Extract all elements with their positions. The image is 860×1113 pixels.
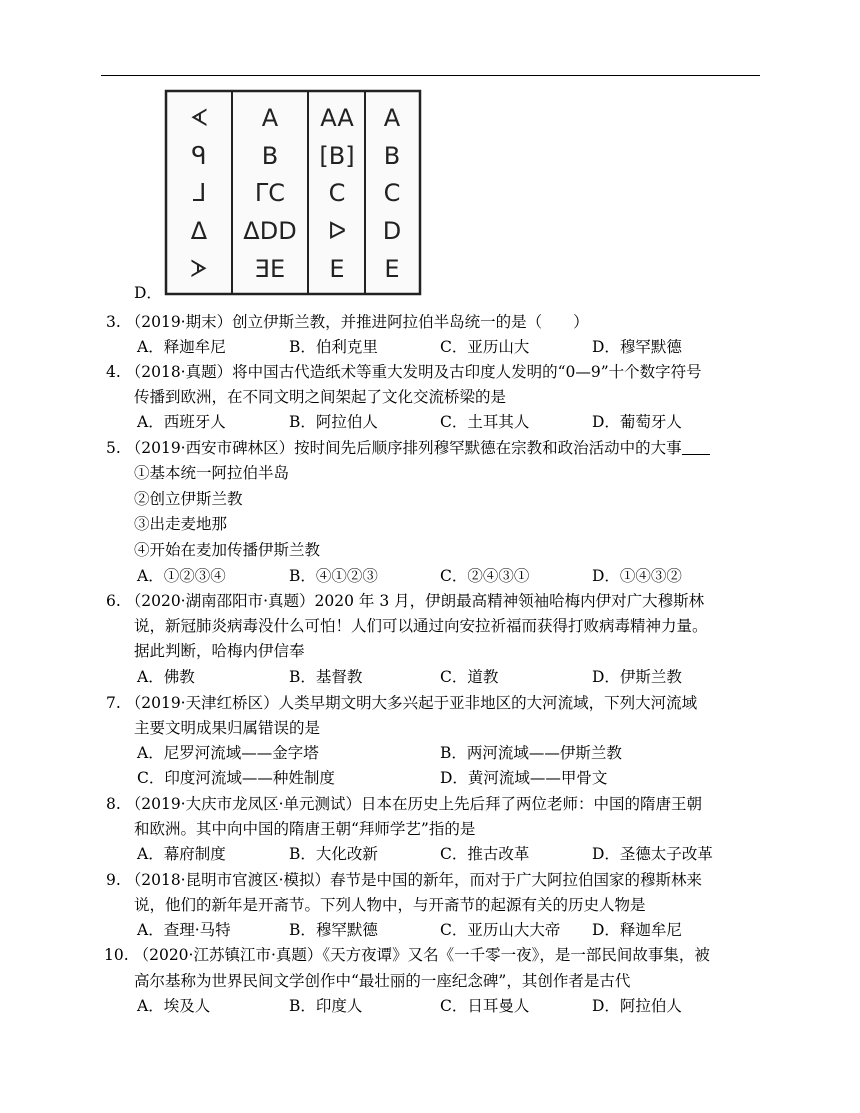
option-b: B．大化改新 (289, 845, 378, 863)
question-number: 7. (106, 694, 121, 712)
question-7 (106, 692, 697, 714)
option-b: B．印度人 (289, 997, 363, 1015)
option-a: A．西班牙人 (137, 413, 226, 431)
option-c: C．亚历山大 (440, 338, 530, 356)
question-number: 10. (104, 946, 129, 964)
option-a: A．尼罗河流域——金字塔 (137, 744, 319, 762)
option-d: D．黄河流域——甲骨文 (440, 769, 608, 787)
option-d: D．释迦牟尼 (592, 921, 682, 939)
question-number: 6. (106, 592, 121, 610)
option-a: A．佛教 (137, 668, 195, 686)
figure-glyph: C (383, 179, 401, 207)
question-number: 3. (106, 313, 121, 331)
option-a: A．查理·马特 (137, 921, 231, 939)
option-d: D．阿拉伯人 (592, 997, 682, 1015)
option-a: A．埃及人 (137, 997, 211, 1015)
answer-blank (682, 438, 710, 455)
question-text-continued: 高尔基称为世界民间文学创作中“最壮丽的一座纪念碑”，其创作者是古代 (134, 972, 631, 990)
figure-option-label: D． (134, 284, 162, 302)
figure-glyph: B (261, 142, 279, 170)
figure-glyph: A (383, 104, 401, 132)
option-d: D．圣德太子改革 (592, 845, 713, 863)
question-9 (106, 869, 702, 891)
option-c: C．②④③① (440, 567, 530, 585)
figure-glyph: ƎE (254, 255, 286, 283)
option-b: B．穆罕默德 (289, 921, 378, 939)
figure-glyph: ᗉ (190, 104, 208, 132)
event-item: ③出走麦地那 (134, 515, 228, 533)
option-c: C．土耳其人 (440, 413, 530, 431)
question-text: （2018·昆明市官渡区·模拟）春节是中国的新年，而对于广大阿拉伯国家的穆斯林来 (125, 871, 703, 889)
header-rule (101, 75, 760, 76)
option-d: D．葡萄牙人 (592, 413, 682, 431)
option-b: B．基督教 (289, 668, 363, 686)
option-b: B．④①②③ (289, 567, 378, 585)
option-a: A．①②③④ (137, 567, 226, 585)
alphabet-evolution-figure (162, 86, 424, 298)
question-text: （2019·期末）创立伊斯兰教，并推进阿拉伯半岛统一的是（ ） (125, 313, 589, 331)
question-text-continued: 说，新冠肺炎病毒没什么可怕！人们可以通过向安拉祈福而获得打败病毒精神力量。 (134, 617, 708, 635)
question-5 (106, 437, 710, 459)
option-c: C．日耳曼人 (440, 997, 530, 1015)
question-3 (106, 311, 589, 333)
option-d: D．①④③② (592, 567, 682, 585)
question-text: （2020·江苏镇江市·真题）《天方夜谭》又名《一千零一夜》，是一部民间故事集，被 (133, 946, 710, 964)
option-c: C．道教 (440, 668, 499, 686)
figure-glyph: ᒥC (254, 179, 286, 207)
question-text: （2018·真题）将中国古代造纸术等重大发明及古印度人发明的“0—9”十个数字符号 (125, 363, 702, 381)
figure-glyph: [B] (319, 142, 355, 170)
question-number: 4. (106, 363, 121, 381)
figure-glyph: ᒧ (191, 179, 207, 207)
figure-glyph: E (384, 255, 400, 283)
option-a: A．释迦牟尼 (137, 338, 226, 356)
figure-glyph: D (382, 217, 402, 245)
figure-glyph: E (329, 255, 345, 283)
question-number: 9. (106, 871, 121, 889)
question-text: （2020·湖南邵阳市·真题）2020 年 3 月，伊朗最高精神领袖哈梅内伊对广大穆斯林 (125, 592, 705, 610)
question-10 (104, 944, 710, 966)
option-d: D．伊斯兰教 (592, 668, 682, 686)
question-number: 5. (106, 439, 121, 457)
question-text: （2019·西安市碑林区）按时间先后顺序排列穆罕默德在宗教和政治活动中的大事 (125, 439, 682, 457)
question-4 (106, 361, 702, 383)
figure-glyph: C (328, 179, 346, 207)
figure-glyph: ᐅ (327, 217, 347, 245)
figure-glyph: AA (320, 104, 354, 132)
event-item: ①基本统一阿拉伯半岛 (134, 464, 290, 482)
figure-glyph: B (383, 142, 401, 170)
question-text: （2019·天津红桥区）人类早期文明大多兴起于亚非地区的大河流域，下列大河流域 (125, 694, 698, 712)
option-c: C．印度河流域——种姓制度 (137, 769, 335, 787)
event-item: ②创立伊斯兰教 (134, 490, 243, 508)
question-text: （2019·大庆市龙凤区·单元测试）日本在历史上先后拜了两位老师：中国的隋唐王朝 (125, 795, 703, 813)
option-b: B．阿拉伯人 (289, 413, 378, 431)
figure-glyph: A (261, 104, 279, 132)
question-text-continued: 主要文明成果归属错误的是 (134, 719, 321, 737)
question-6 (106, 590, 704, 612)
figure-glyph: ᑫ (191, 142, 207, 170)
option-d: D．穆罕默德 (592, 338, 682, 356)
question-text-continued: 传播到欧洲，在不同文明之间架起了文化交流桥梁的是 (134, 388, 507, 406)
figure-glyph: Δ (190, 217, 208, 245)
option-c: C．推古改革 (440, 845, 530, 863)
option-a: A．幕府制度 (137, 845, 226, 863)
question-text-continued: 和欧洲。其中向中国的隋唐王朝“拜师学艺”指的是 (134, 820, 476, 838)
option-c: C．亚历山大大帝 (440, 921, 561, 939)
question-number: 8. (106, 795, 121, 813)
question-text-continued: 据此判断，哈梅内伊信奉 (134, 642, 305, 660)
question-8 (106, 793, 702, 815)
figure-glyph: ΔDD (243, 217, 297, 245)
event-item: ④开始在麦加传播伊斯兰教 (134, 541, 321, 559)
question-text-continued: 说，他们的新年是开斋节。下列人物中，与开斋节的起源有关的历史人物是 (134, 896, 646, 914)
option-b: B．伯利克里 (289, 338, 378, 356)
option-b: B．两河流域——伊斯兰教 (440, 744, 622, 762)
figure-glyph: ᗆ (190, 255, 208, 283)
